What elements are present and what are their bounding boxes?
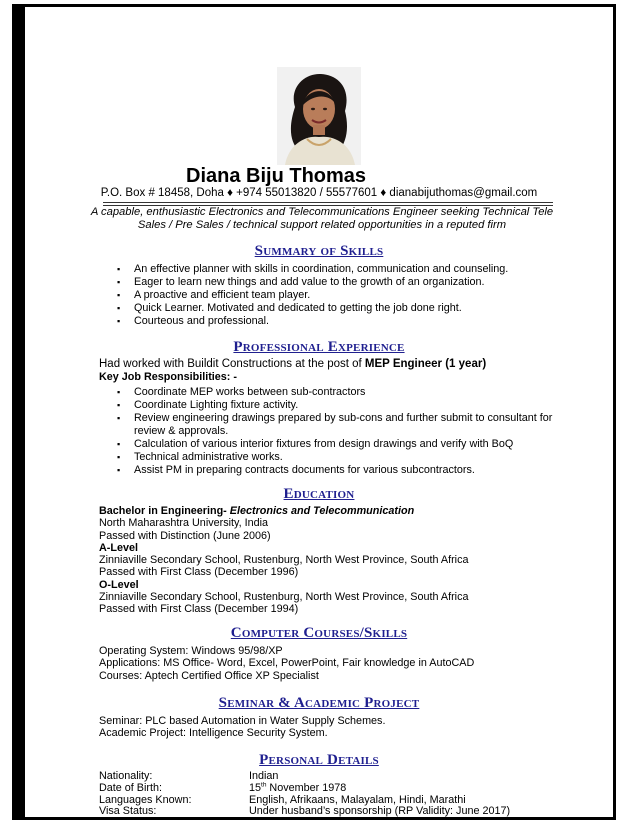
dob-label: Date of Birth: bbox=[99, 781, 163, 794]
summary-heading: Summary of Skills bbox=[254, 243, 384, 259]
personal-heading: Personal Details bbox=[259, 752, 379, 768]
summary-item: ▪ A proactive and efficient team player. bbox=[117, 289, 587, 302]
visa-value: Under husband’s sponsorship (RP Validity: June 2017) bbox=[249, 805, 511, 818]
languages-value: English, Afrikaans, Malayalam, Hindi, Marathi bbox=[249, 793, 466, 806]
personal-details bbox=[99, 771, 599, 818]
summary-item: ▪ Quick Learner. Motivated and dedicated to getting the job done right. bbox=[117, 302, 587, 315]
responsibility-item: ▪ Calculation of various interior fixtures from design drawings and verify with BoQ bbox=[117, 438, 577, 451]
degree-field: Electronics and Telecommunication bbox=[229, 505, 415, 517]
course-line: Applications: MS Office- Word, Excel, PowerPoint, Fair knowledge in AutoCAD bbox=[99, 657, 475, 670]
dob-rest: November 1978 bbox=[266, 781, 347, 794]
olevel-title: O-Level bbox=[99, 578, 139, 591]
experience-intro bbox=[99, 358, 599, 383]
dob-suffix: th bbox=[261, 781, 267, 789]
responsibilities-list bbox=[117, 386, 577, 477]
courses-heading: Computer Courses/Skills bbox=[230, 625, 408, 641]
experience-heading: Professional Experience bbox=[233, 339, 405, 355]
candidate-name: Diana Biju Thomas bbox=[186, 165, 367, 187]
profile-photo bbox=[277, 67, 361, 165]
seminar-heading: Seminar & Academic Project bbox=[218, 695, 420, 711]
nationality-row bbox=[99, 771, 599, 783]
contact-line: P.O. Box # 18458, Doha ♦ +974 55013820 / 55577601 ♦ dianabijuthomas@gmail.com bbox=[100, 187, 538, 199]
education-heading: Education bbox=[283, 486, 355, 502]
responsibility-item: ▪ Coordinate MEP works between sub-contractors bbox=[117, 386, 577, 399]
nationality-value: Indian bbox=[249, 770, 279, 782]
languages-label: Languages Known: bbox=[99, 793, 192, 806]
responsibility-item: ▪ Review engineering drawings prepared by sub-cons and further submit to consultant for review & approvals. bbox=[117, 412, 577, 438]
courses-block bbox=[99, 645, 599, 682]
dob-value bbox=[249, 783, 599, 795]
resume-page bbox=[22, 4, 616, 820]
career-objective: A capable, enthusiastic Electronics and Telecommunications Engineer seeking Technical Tele Sales / Pre Sales / technical support related opportunities in a reputed firm bbox=[90, 206, 554, 231]
university: North Maharashtra University, India bbox=[99, 517, 269, 530]
profile-photo-image bbox=[277, 67, 361, 165]
responsibilities-label: Key Job Responsibilities: - bbox=[99, 371, 237, 383]
page-border-shadow bbox=[12, 4, 22, 820]
alevel-school: Zinniaville Secondary School, Rustenburg, North West Province, South Africa bbox=[99, 554, 469, 567]
responsibility-item: ▪ Technical administrative works. bbox=[117, 451, 577, 464]
summary-item: ▪ An effective planner with skills in coordination, communication and counseling. bbox=[117, 263, 587, 276]
seminar-line: Academic Project: Intelligence Security System. bbox=[99, 727, 328, 740]
summary-item: ▪ Courteous and professional. bbox=[117, 315, 587, 328]
course-line: Courses: Aptech Certified Office XP Specialist bbox=[99, 669, 319, 682]
experience-position: MEP Engineer (1 year) bbox=[364, 358, 487, 370]
degree-result: Passed with Distinction (June 2006) bbox=[99, 529, 271, 542]
visa-row bbox=[99, 806, 599, 818]
seminar-line: Seminar: PLC based Automation in Water Supply Schemes. bbox=[99, 715, 386, 727]
seminar-block bbox=[99, 715, 599, 740]
dob-day: 15 bbox=[249, 781, 262, 794]
alevel-result: Passed with First Class (December 1996) bbox=[99, 566, 299, 579]
dob-row bbox=[99, 783, 599, 795]
education-block bbox=[99, 505, 599, 616]
summary-list bbox=[117, 263, 587, 328]
olevel-school: Zinniaville Secondary School, Rustenburg, North West Province, South Africa bbox=[99, 591, 469, 604]
degree-title: Bachelor in Engineering- bbox=[99, 505, 230, 517]
nationality-label: Nationality: bbox=[99, 770, 153, 782]
experience-intro-text: Had worked with Buildit Constructions at the post of bbox=[99, 358, 365, 370]
responsibility-item: ▪ Coordinate Lighting fixture activity. bbox=[117, 399, 577, 412]
olevel-result: Passed with First Class (December 1994) bbox=[99, 603, 299, 616]
responsibility-item: ▪ Assist PM in preparing contracts documents for various subcontractors. bbox=[117, 464, 577, 477]
course-line: Operating System: Windows 95/98/XP bbox=[99, 645, 283, 657]
visa-label: Visa Status: bbox=[99, 805, 157, 818]
summary-item: ▪ Eager to learn new things and add value to the growth of an organization. bbox=[117, 276, 587, 289]
alevel-title: A-Level bbox=[99, 541, 139, 554]
